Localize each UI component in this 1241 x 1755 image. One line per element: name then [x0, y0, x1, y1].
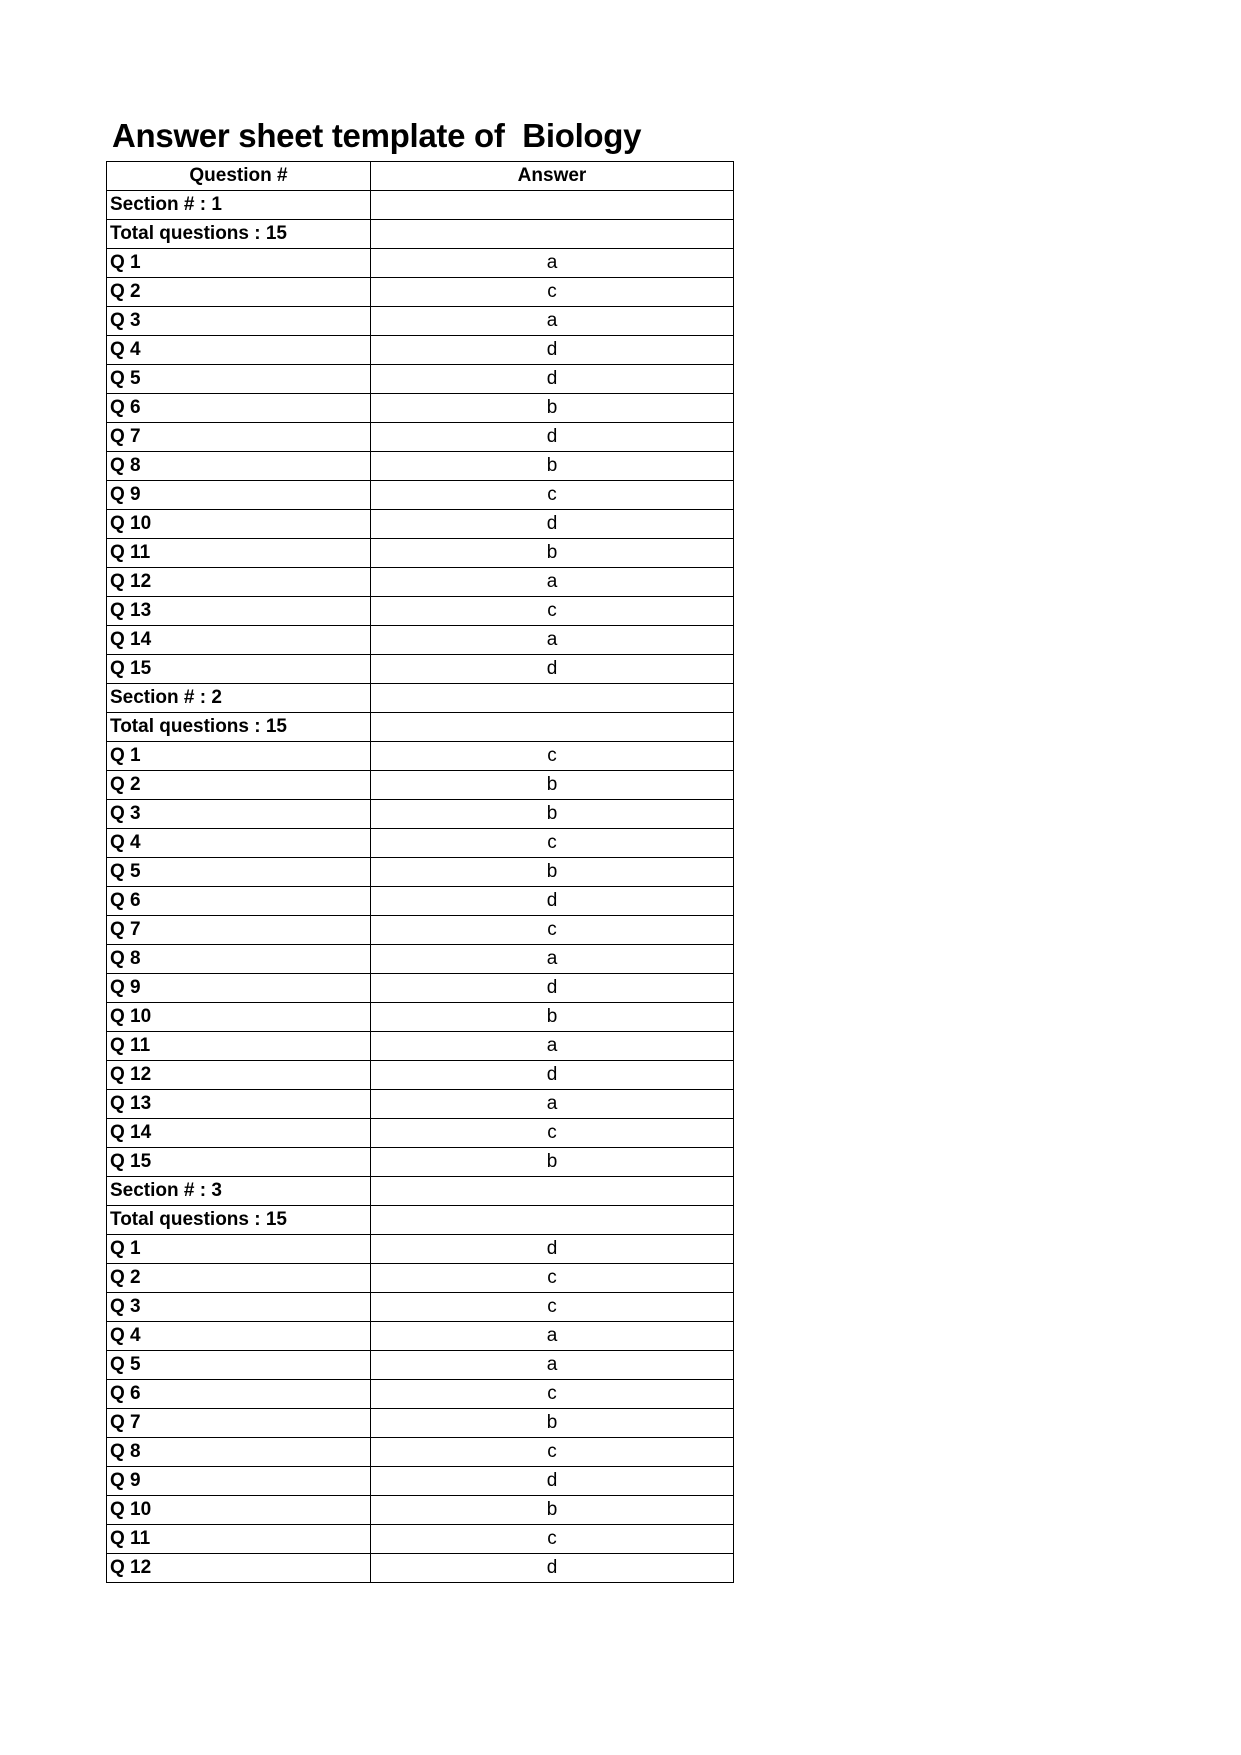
- question-cell: Q 7: [107, 1409, 371, 1438]
- question-cell: Q 3: [107, 800, 371, 829]
- question-cell: Q 6: [107, 394, 371, 423]
- question-cell: Q 3: [107, 1293, 371, 1322]
- question-cell: Q 10: [107, 1496, 371, 1525]
- table-row: [107, 394, 734, 423]
- question-cell: Total questions : 15: [107, 220, 371, 249]
- table-row: [107, 597, 734, 626]
- table-row: [107, 1525, 734, 1554]
- table-row: [107, 568, 734, 597]
- question-cell: Q 5: [107, 365, 371, 394]
- question-cell: Section # : 1: [107, 191, 371, 220]
- answer-cell: a: [371, 568, 734, 597]
- question-column-header: Question #: [107, 162, 371, 191]
- question-cell: Total questions : 15: [107, 713, 371, 742]
- answer-cell: d: [371, 887, 734, 916]
- question-cell: Q 12: [107, 1061, 371, 1090]
- answer-cell: [371, 684, 734, 713]
- table-row: [107, 1409, 734, 1438]
- question-cell: Q 1: [107, 249, 371, 278]
- table-row: [107, 423, 734, 452]
- question-cell: Q 10: [107, 1003, 371, 1032]
- question-cell: Q 13: [107, 1090, 371, 1119]
- table-row: [107, 191, 734, 220]
- question-cell: Q 3: [107, 307, 371, 336]
- question-cell: Total questions : 15: [107, 1206, 371, 1235]
- answer-cell: b: [371, 800, 734, 829]
- table-row: [107, 1554, 734, 1583]
- table-row: [107, 1264, 734, 1293]
- answer-column-header: Answer: [371, 162, 734, 191]
- answer-cell: d: [371, 1554, 734, 1583]
- answer-cell: d: [371, 655, 734, 684]
- question-cell: Q 15: [107, 655, 371, 684]
- table-row: [107, 1380, 734, 1409]
- answer-cell: c: [371, 742, 734, 771]
- table-row: [107, 1003, 734, 1032]
- question-cell: Q 1: [107, 742, 371, 771]
- question-cell: Q 9: [107, 974, 371, 1003]
- question-cell: Q 12: [107, 1554, 371, 1583]
- answer-cell: d: [371, 1061, 734, 1090]
- question-cell: Q 15: [107, 1148, 371, 1177]
- answer-cell: a: [371, 249, 734, 278]
- table-row: [107, 1322, 734, 1351]
- answer-cell: [371, 1206, 734, 1235]
- table-row: [107, 974, 734, 1003]
- question-cell: Q 2: [107, 278, 371, 307]
- table-row: [107, 1438, 734, 1467]
- question-cell: Q 8: [107, 452, 371, 481]
- question-cell: Section # : 3: [107, 1177, 371, 1206]
- question-cell: Q 7: [107, 916, 371, 945]
- question-cell: Q 14: [107, 626, 371, 655]
- table-row: [107, 1351, 734, 1380]
- table-row: [107, 916, 734, 945]
- question-cell: Q 8: [107, 945, 371, 974]
- table-row: [107, 1206, 734, 1235]
- question-cell: Q 5: [107, 858, 371, 887]
- answer-cell: b: [371, 1003, 734, 1032]
- table-row: [107, 278, 734, 307]
- answer-cell: c: [371, 481, 734, 510]
- answer-cell: c: [371, 278, 734, 307]
- table-row: [107, 713, 734, 742]
- question-cell: Q 10: [107, 510, 371, 539]
- question-cell: Q 7: [107, 423, 371, 452]
- answer-cell: d: [371, 423, 734, 452]
- table-row: [107, 742, 734, 771]
- question-cell: Q 2: [107, 771, 371, 800]
- table-row: [107, 655, 734, 684]
- answer-cell: b: [371, 539, 734, 568]
- question-cell: Q 9: [107, 1467, 371, 1496]
- answer-cell: d: [371, 1235, 734, 1264]
- question-cell: Q 6: [107, 887, 371, 916]
- answer-cell: c: [371, 1293, 734, 1322]
- table-row: [107, 1235, 734, 1264]
- table-row: [107, 1032, 734, 1061]
- table-row: [107, 539, 734, 568]
- question-cell: Section # : 2: [107, 684, 371, 713]
- answer-cell: d: [371, 336, 734, 365]
- question-cell: Q 2: [107, 1264, 371, 1293]
- answer-cell: b: [371, 452, 734, 481]
- table-row: [107, 771, 734, 800]
- question-cell: Q 12: [107, 568, 371, 597]
- answer-cell: b: [371, 1148, 734, 1177]
- table-row: [107, 858, 734, 887]
- table-row: [107, 452, 734, 481]
- table-row: [107, 829, 734, 858]
- table-row: [107, 1148, 734, 1177]
- answer-cell: c: [371, 1119, 734, 1148]
- table-row: [107, 1496, 734, 1525]
- table-row: [107, 481, 734, 510]
- table-row: [107, 365, 734, 394]
- answer-cell: b: [371, 858, 734, 887]
- table-row: [107, 626, 734, 655]
- question-cell: Q 4: [107, 829, 371, 858]
- answer-cell: d: [371, 974, 734, 1003]
- table-row: [107, 1090, 734, 1119]
- answer-cell: d: [371, 1467, 734, 1496]
- table-row: [107, 945, 734, 974]
- answer-cell: c: [371, 829, 734, 858]
- table-row: [107, 684, 734, 713]
- table-row: [107, 336, 734, 365]
- table-row: [107, 1467, 734, 1496]
- table-row: [107, 1061, 734, 1090]
- answer-cell: d: [371, 510, 734, 539]
- question-cell: Q 4: [107, 1322, 371, 1351]
- table-header: [107, 162, 734, 191]
- table-row: [107, 307, 734, 336]
- table-row: [107, 1293, 734, 1322]
- answer-cell: b: [371, 394, 734, 423]
- table-row: [107, 220, 734, 249]
- question-cell: Q 14: [107, 1119, 371, 1148]
- header-row: [107, 162, 734, 191]
- answer-cell: a: [371, 1351, 734, 1380]
- answer-cell: a: [371, 1032, 734, 1061]
- question-cell: Q 5: [107, 1351, 371, 1380]
- answer-table: [106, 161, 734, 1583]
- question-cell: Q 8: [107, 1438, 371, 1467]
- answer-cell: [371, 191, 734, 220]
- table-body: [107, 191, 734, 1583]
- table-row: [107, 887, 734, 916]
- answer-cell: c: [371, 916, 734, 945]
- question-cell: Q 11: [107, 539, 371, 568]
- answer-cell: b: [371, 1409, 734, 1438]
- question-cell: Q 13: [107, 597, 371, 626]
- answer-cell: c: [371, 1438, 734, 1467]
- question-cell: Q 11: [107, 1032, 371, 1061]
- question-cell: Q 1: [107, 1235, 371, 1264]
- answer-cell: b: [371, 771, 734, 800]
- answer-cell: b: [371, 1496, 734, 1525]
- table-row: [107, 1177, 734, 1206]
- answer-cell: c: [371, 597, 734, 626]
- answer-cell: a: [371, 1090, 734, 1119]
- table-row: [107, 249, 734, 278]
- table-row: [107, 800, 734, 829]
- answer-cell: d: [371, 365, 734, 394]
- answer-cell: a: [371, 1322, 734, 1351]
- question-cell: Q 6: [107, 1380, 371, 1409]
- table-row: [107, 510, 734, 539]
- answer-cell: c: [371, 1264, 734, 1293]
- question-cell: Q 9: [107, 481, 371, 510]
- answer-cell: [371, 1177, 734, 1206]
- table-row: [107, 1119, 734, 1148]
- question-cell: Q 11: [107, 1525, 371, 1554]
- page-title: Answer sheet template of Biology: [112, 117, 642, 154]
- question-cell: Q 4: [107, 336, 371, 365]
- answer-cell: a: [371, 307, 734, 336]
- answer-cell: [371, 713, 734, 742]
- answer-cell: c: [371, 1525, 734, 1554]
- answer-cell: c: [371, 1380, 734, 1409]
- answer-cell: a: [371, 626, 734, 655]
- answer-cell: a: [371, 945, 734, 974]
- answer-cell: [371, 220, 734, 249]
